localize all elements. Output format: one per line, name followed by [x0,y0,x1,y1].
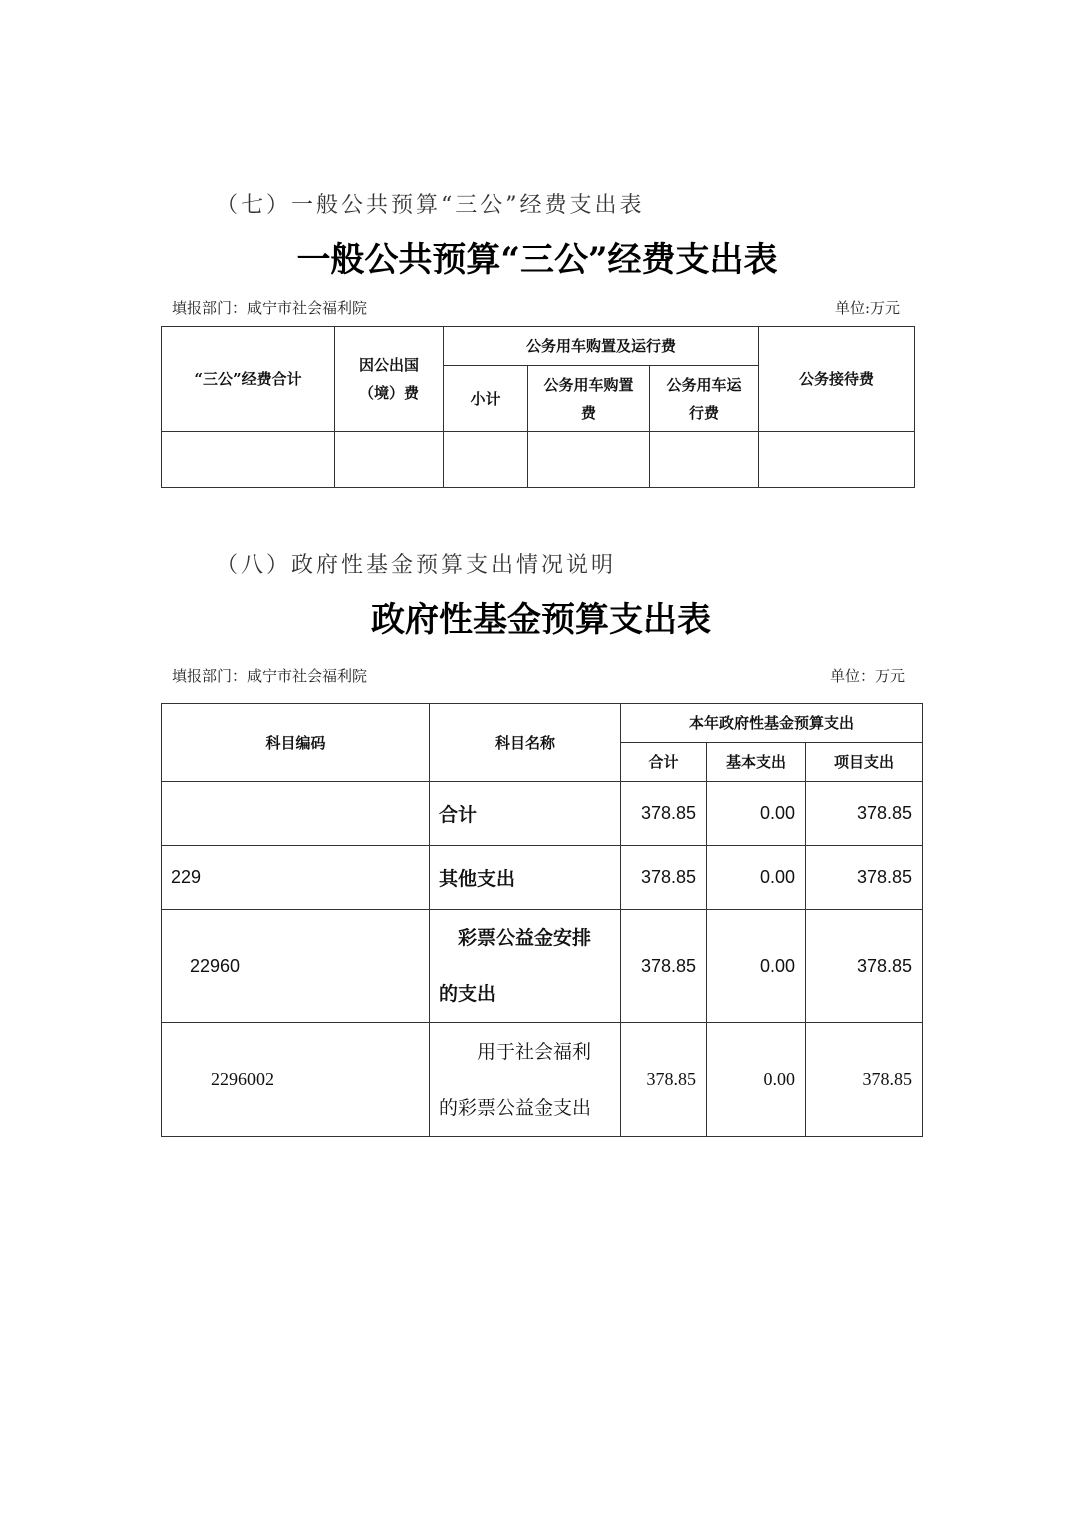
header-operation-line2: 行费 [689,403,720,422]
table-row [162,846,923,910]
header-project: 项目支出 [806,743,923,782]
row-project: 378.85 [806,1023,923,1137]
table-row [162,782,923,846]
section7-unit: 单位:万元 [835,299,901,317]
header-operation-line1: 公务用车运 [666,375,742,394]
row-code [162,782,430,846]
empty-cell [759,432,915,488]
row-name-line1: 彩票公益金安排 [458,927,592,949]
header-vehicle-operation [650,366,759,432]
row-basic: 0.00 [707,1023,806,1137]
header-code: 科目编码 [162,704,430,782]
header-basic: 基本支出 [707,743,806,782]
row-total: 378.85 [621,910,707,1023]
header-purchase-line2: 费 [580,403,596,422]
header-abroad-line2: （境）费 [358,384,419,402]
header-subtotal: 小计 [444,366,528,432]
three-public-expense-table [161,326,915,488]
table-row [162,1023,923,1137]
section8-unit: 单位：万元 [830,667,906,685]
header-vehicle-group: 公务用车购置及运行费 [444,327,759,366]
section7-dept: 填报部门：咸宁市社会福利院 [172,299,368,317]
header-name: 科目名称 [430,704,621,782]
header-total: 合计 [621,743,707,782]
row-basic: 0.00 [707,846,806,910]
government-fund-table [161,703,923,1137]
header-reception: 公务接待费 [759,327,915,432]
empty-cell [335,432,444,488]
empty-cell [444,432,528,488]
section7-heading: （七）一般公共预算“三公”经费支出表 [216,193,645,218]
table-row [162,910,923,1023]
header-three-public-total: “三公”经费合计 [162,327,335,432]
row-code: 229 [162,846,430,910]
section8-title: 政府性基金预算支出表 [371,600,711,640]
header-abroad-line1: 因公出国 [358,356,419,374]
row-name-line2: 的支出 [439,983,497,1005]
row-project: 378.85 [806,846,923,910]
row-name-line1: 用于社会福利 [477,1040,592,1063]
header-fund-group: 本年政府性基金预算支出 [621,704,923,743]
row-project: 378.85 [806,782,923,846]
row-name [430,1023,621,1137]
row-total: 378.85 [621,782,707,846]
row-name: 其他支出 [430,846,621,910]
row-total: 378.85 [621,1023,707,1137]
section8-dept: 填报部门：咸宁市社会福利院 [172,667,368,685]
row-code: 2296002 [162,1023,430,1137]
header-abroad-fee [335,327,444,432]
header-purchase-line1: 公务用车购置 [543,375,634,394]
row-name [430,910,621,1023]
row-basic: 0.00 [707,782,806,846]
row-name-line2: 的彩票公益金支出 [439,1096,592,1119]
row-project: 378.85 [806,910,923,1023]
row-name: 合计 [430,782,621,846]
row-basic: 0.00 [707,910,806,1023]
row-code: 22960 [162,910,430,1023]
empty-cell [650,432,759,488]
empty-cell [528,432,650,488]
row-total: 378.85 [621,846,707,910]
section7-title: 一般公共预算“三公”经费支出表 [296,240,778,280]
empty-cell [162,432,335,488]
header-vehicle-purchase [528,366,650,432]
section8-heading: （八）政府性基金预算支出情况说明 [216,553,617,578]
